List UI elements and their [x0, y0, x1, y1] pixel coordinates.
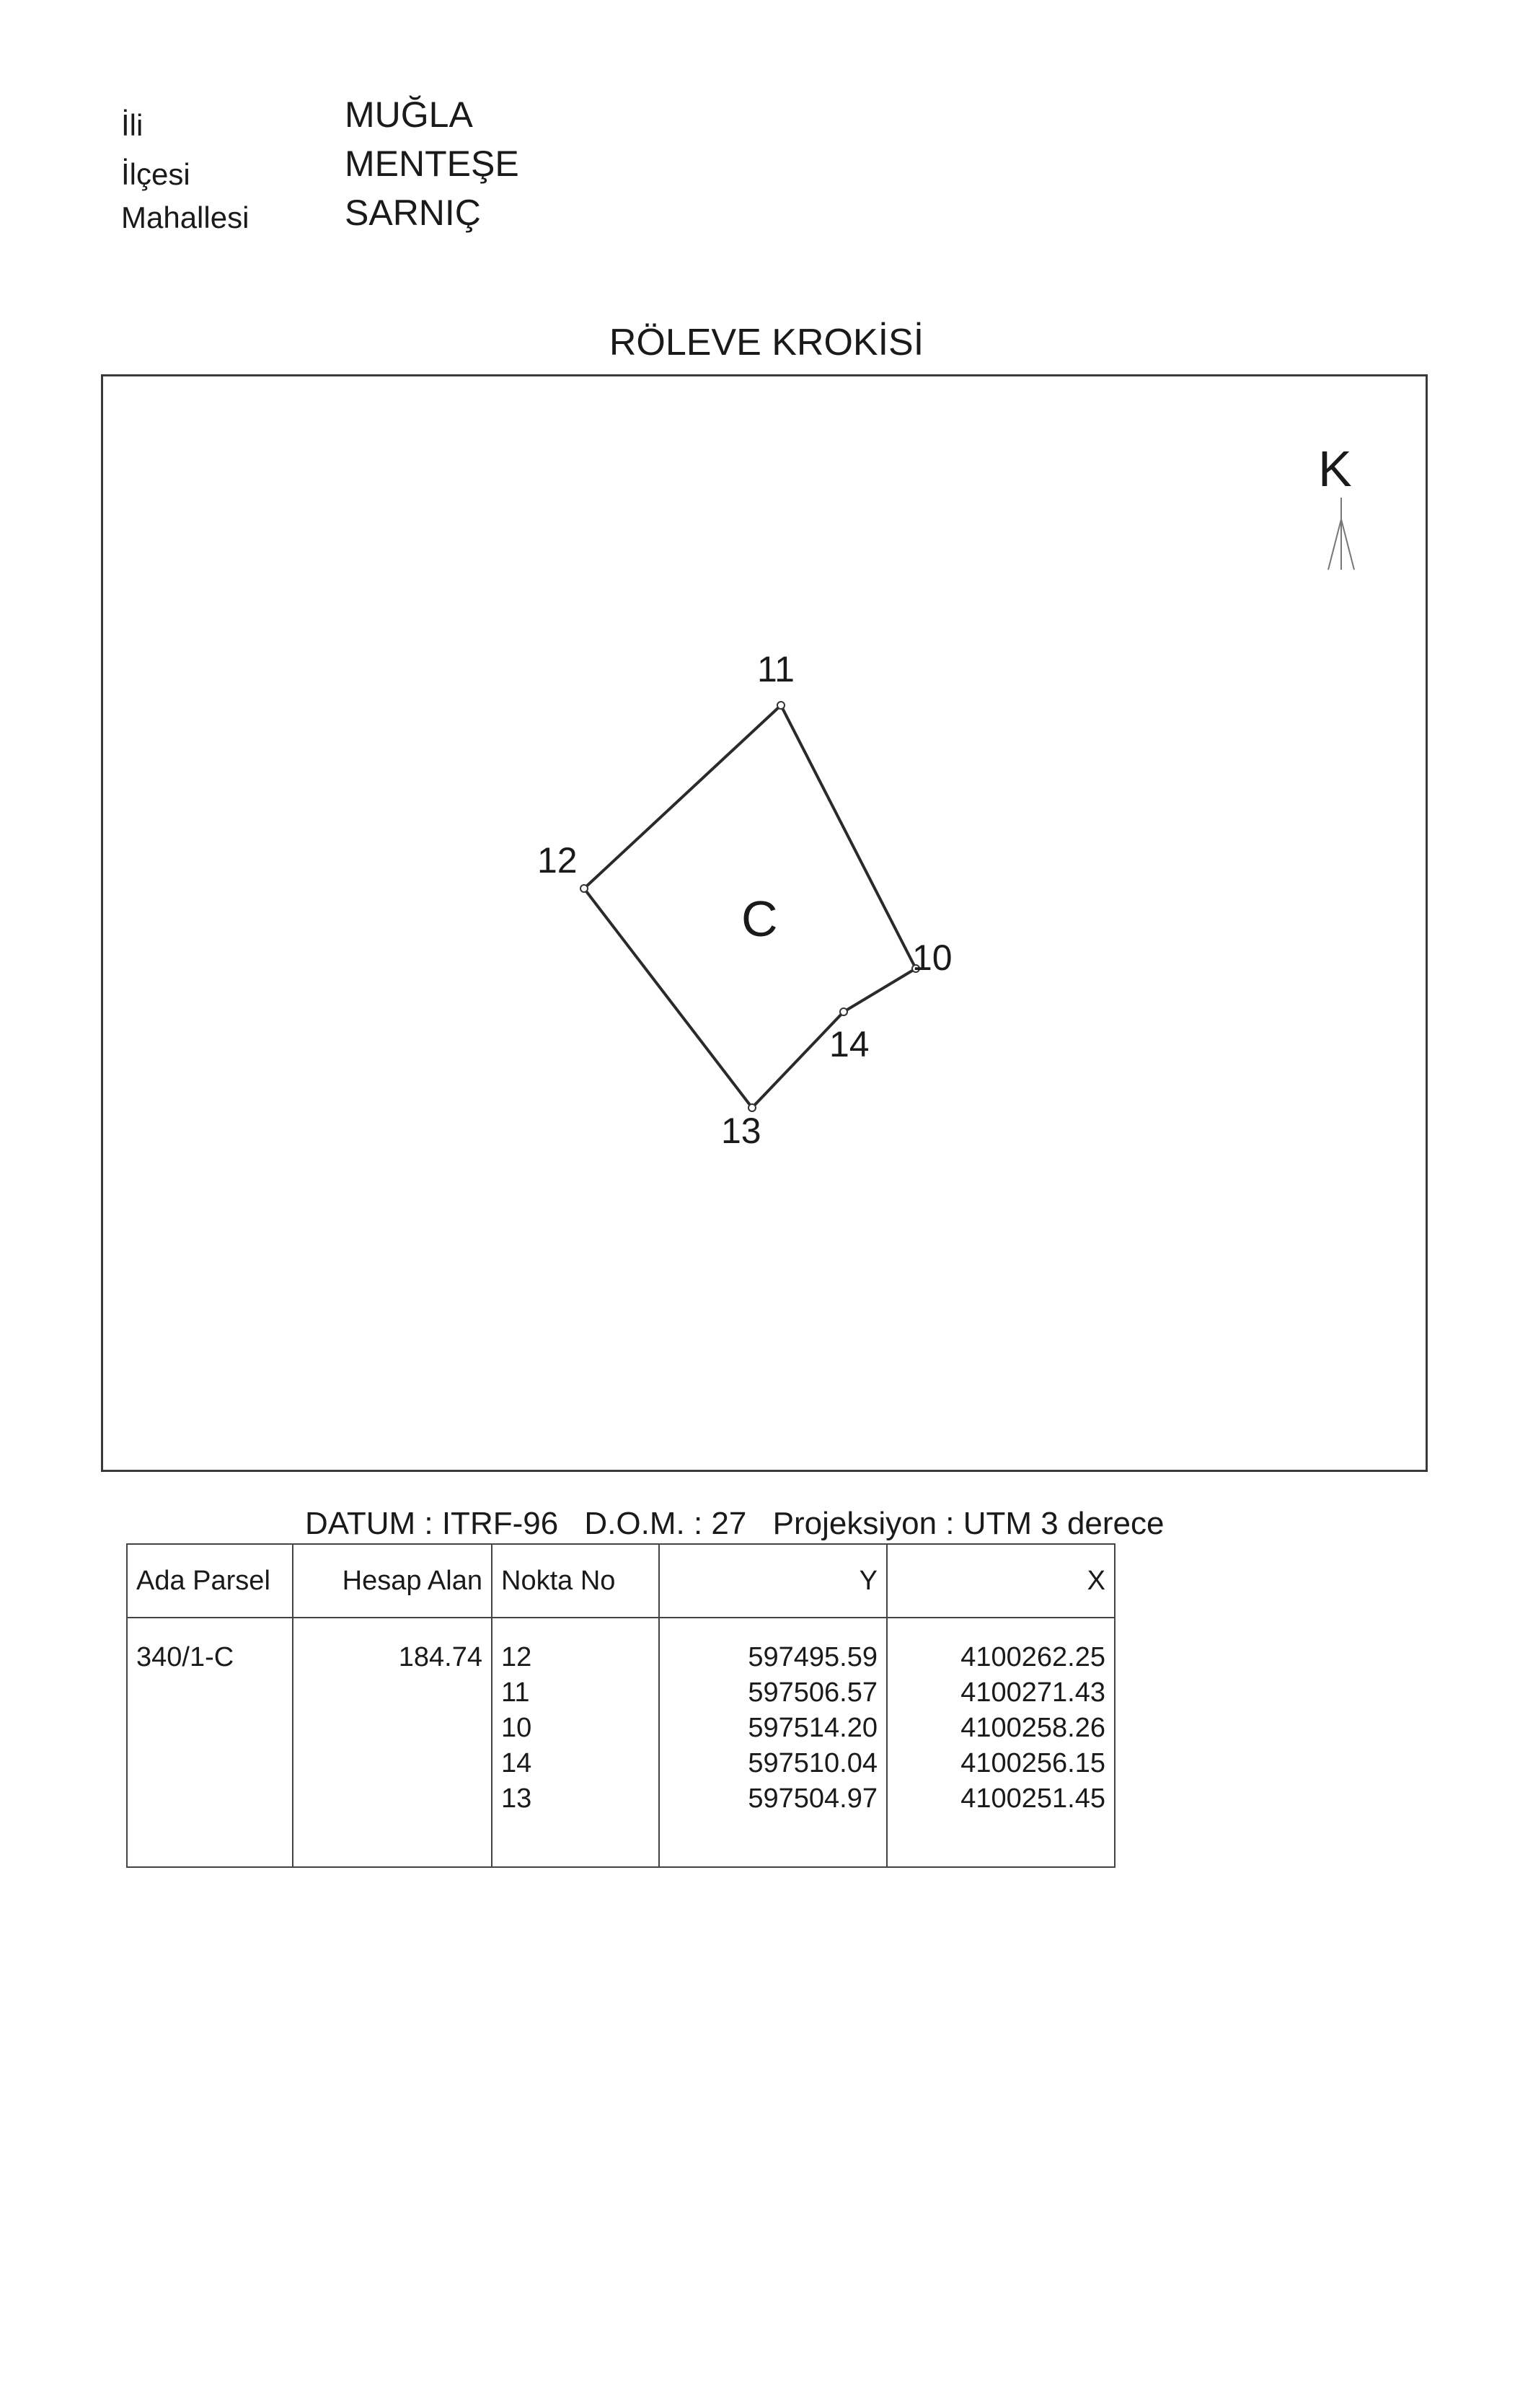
- neighborhood-label: Mahallesi: [121, 200, 249, 234]
- x-coord: 4100258.26: [960, 1713, 1105, 1743]
- page-title: RÖLEVE KROKİSİ: [609, 322, 924, 363]
- col-header-parcel: Ada Parsel: [127, 1544, 293, 1618]
- vertex-11: [777, 702, 785, 709]
- col-header-x: X: [887, 1544, 1115, 1618]
- point-no: 12: [501, 1642, 532, 1672]
- col-header-y: Y: [659, 1544, 887, 1618]
- y-coord: 597510.04: [748, 1748, 878, 1778]
- vertex-12: [580, 885, 588, 892]
- point-label-12: 12: [537, 840, 578, 881]
- x-coord: 4100271.43: [960, 1677, 1105, 1708]
- table-row: [127, 1618, 1115, 1867]
- x-coord: 4100256.15: [960, 1748, 1105, 1778]
- col-header-point: Nokta No: [492, 1544, 659, 1618]
- y-coord: 597506.57: [748, 1677, 878, 1708]
- projection-text: Projeksiyon : UTM 3 derece: [772, 1506, 1165, 1541]
- province-value: MUĞLA: [345, 94, 473, 135]
- province-label: İli: [121, 108, 143, 142]
- point-no: 10: [501, 1713, 532, 1743]
- x-coord: 4100251.45: [960, 1783, 1105, 1814]
- y-coord-cell: [659, 1618, 887, 1867]
- x-coord-cell: [887, 1618, 1115, 1867]
- parcel-label: C: [741, 891, 778, 947]
- dom-text: D.O.M. : 27: [584, 1506, 747, 1541]
- x-coord: 4100262.25: [960, 1642, 1105, 1672]
- point-no: 11: [501, 1677, 530, 1708]
- y-coord: 597504.97: [748, 1783, 878, 1814]
- area-cell: 184.74: [293, 1618, 492, 1867]
- district-value: MENTEŞE: [345, 144, 519, 184]
- neighborhood-value: SARNIÇ: [345, 193, 481, 233]
- point-no: 14: [501, 1748, 532, 1778]
- point-label-14: 14: [829, 1024, 870, 1064]
- point-label-13: 13: [721, 1111, 761, 1151]
- coordinate-table: [126, 1543, 1115, 1868]
- district-label: İlçesi: [121, 157, 190, 191]
- vertex-14: [840, 1008, 847, 1015]
- y-coord: 597495.59: [748, 1642, 878, 1672]
- y-coord: 597514.20: [748, 1713, 878, 1743]
- point-no: 13: [501, 1783, 532, 1814]
- datum-line: [305, 1506, 1181, 1542]
- north-label: K: [1318, 441, 1352, 497]
- parcel-cell: 340/1-C: [127, 1618, 293, 1867]
- point-no-cell: [492, 1618, 659, 1867]
- col-header-area: Hesap Alan: [293, 1544, 492, 1618]
- point-label-10: 10: [912, 938, 953, 978]
- north-arrow-icon: [1328, 498, 1354, 570]
- table-header-row: [127, 1544, 1115, 1618]
- point-label-11: 11: [757, 649, 795, 689]
- datum-text: DATUM : ITRF-96: [305, 1506, 559, 1541]
